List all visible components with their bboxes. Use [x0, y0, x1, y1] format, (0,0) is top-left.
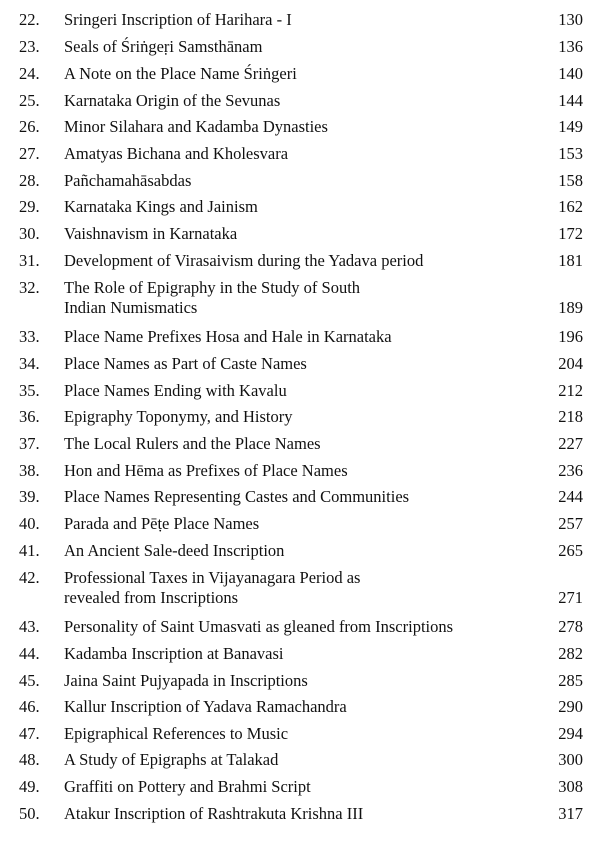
entry-title: Personality of Saint Umasvati as gleaned from Inscriptions	[64, 617, 454, 636]
entry-page-number: 204	[558, 354, 583, 373]
entry-title: Epigraphy Toponymy, and History	[64, 407, 293, 426]
entry-page-number: 265	[558, 541, 583, 560]
toc-entry	[0, 777, 600, 797]
entry-title: Amatyas Bichana and Kholesvara	[64, 144, 289, 163]
entry-title: Hon and Hēma as Prefixes of Place Names	[64, 461, 348, 480]
entry-title: Jaina Saint Pujyapada in Inscriptions	[64, 671, 308, 690]
entry-title: Epigraphical References to Music	[64, 724, 289, 743]
toc-entry	[0, 461, 600, 481]
entry-number: 24.	[19, 64, 40, 83]
entry-page-number: 136	[558, 37, 583, 56]
entry-title: Professional Taxes in Vijayanagara Period as revealed from Inscriptions	[64, 568, 361, 607]
toc-entry	[0, 37, 600, 57]
toc-entry	[0, 487, 600, 507]
toc-entry	[0, 381, 600, 401]
entry-page-number: 317	[558, 804, 583, 823]
entry-title: Minor Silahara and Kadamba Dynasties	[64, 117, 328, 136]
entry-page-number: 285	[558, 671, 583, 690]
entry-page-number: 290	[558, 697, 583, 716]
entry-number: 46.	[19, 697, 40, 716]
entry-page-number: 218	[558, 407, 583, 426]
entry-number: 37.	[19, 434, 40, 453]
entry-title: Development of Virasaivism during the Yadava period	[64, 251, 424, 270]
entry-title: Atakur Inscription of Rashtrakuta Krishna III	[64, 804, 364, 823]
entry-number: 49.	[19, 777, 40, 796]
toc-entry	[0, 671, 600, 691]
toc-entry	[0, 568, 600, 608]
entry-page-number: 140	[558, 64, 583, 83]
entry-title: Place Names as Part of Caste Names	[64, 354, 307, 373]
entry-page-number: 278	[558, 617, 583, 636]
entry-title: Parada and Pēṭe Place Names	[64, 514, 260, 533]
entry-title: Graffiti on Pottery and Brahmi Script	[64, 777, 311, 796]
entry-number: 26.	[19, 117, 40, 136]
toc-entry	[0, 197, 600, 217]
entry-title: Vaishnavism in Karnataka	[64, 224, 238, 243]
toc-entry	[0, 327, 600, 347]
entry-page-number: 257	[558, 514, 583, 533]
entry-title: The Role of Epigraphy in the Study of South Indian Numismatics	[64, 278, 361, 317]
entry-page-number: 244	[558, 487, 583, 506]
entry-title: Pañchamahāsabdas	[64, 171, 192, 190]
entry-number: 31.	[19, 251, 40, 270]
entry-number: 45.	[19, 671, 40, 690]
toc-entry	[0, 171, 600, 191]
entry-title: Karnataka Origin of the Sevunas	[64, 91, 281, 110]
entry-page-number: 162	[558, 197, 583, 216]
entry-page-number: 153	[558, 144, 583, 163]
toc-entry	[0, 514, 600, 534]
entry-title: Kallur Inscription of Yadava Ramachandra	[64, 697, 347, 716]
toc-entry	[0, 278, 600, 318]
entry-page-number: 308	[558, 777, 583, 796]
toc-entry	[0, 251, 600, 271]
entry-number: 29.	[19, 197, 40, 216]
toc-entry	[0, 10, 600, 30]
toc-entry	[0, 407, 600, 427]
toc-entry	[0, 644, 600, 664]
entry-page-number: 144	[558, 91, 583, 110]
toc-entry	[0, 617, 600, 637]
entry-page-number: 212	[558, 381, 583, 400]
entry-title: Sringeri Inscription of Harihara - I	[64, 10, 292, 29]
entry-number: 44.	[19, 644, 40, 663]
entry-title: A Study of Epigraphs at Talakad	[64, 750, 279, 769]
entry-number: 25.	[19, 91, 40, 110]
entry-number: 42.	[19, 568, 40, 587]
entry-number: 43.	[19, 617, 40, 636]
entry-number: 32.	[19, 278, 40, 297]
toc-entry	[0, 64, 600, 84]
toc-entry	[0, 117, 600, 137]
entry-page-number: 130	[558, 10, 583, 29]
entry-title: Karnataka Kings and Jainism	[64, 197, 258, 216]
entry-page-number: 158	[558, 171, 583, 190]
entry-number: 34.	[19, 354, 40, 373]
entry-page-number: 236	[558, 461, 583, 480]
toc-entry	[0, 804, 600, 824]
entry-number: 38.	[19, 461, 40, 480]
toc-entry	[0, 354, 600, 374]
entry-number: 39.	[19, 487, 40, 506]
entry-number: 35.	[19, 381, 40, 400]
toc-entry	[0, 224, 600, 244]
entry-number: 30.	[19, 224, 40, 243]
entry-number: 40.	[19, 514, 40, 533]
entry-page-number: 271	[558, 588, 583, 607]
entry-title: Kadamba Inscription at Banavasi	[64, 644, 284, 663]
entry-number: 47.	[19, 724, 40, 743]
toc-entry	[0, 750, 600, 770]
toc-entry	[0, 91, 600, 111]
entry-title: Place Names Representing Castes and Communities	[64, 487, 410, 506]
entry-page-number: 189	[558, 298, 583, 317]
entry-title: Place Name Prefixes Hosa and Hale in Karnataka	[64, 327, 392, 346]
toc-entry	[0, 724, 600, 744]
toc-entry	[0, 434, 600, 454]
entry-number: 48.	[19, 750, 40, 769]
entry-number: 23.	[19, 37, 40, 56]
entry-title: Seals of Śriṅgeṛi Samsthānam	[64, 37, 263, 56]
entry-page-number: 196	[558, 327, 583, 346]
entry-number: 27.	[19, 144, 40, 163]
entry-number: 36.	[19, 407, 40, 426]
entry-page-number: 282	[558, 644, 583, 663]
entry-title: An Ancient Sale-deed Inscription	[64, 541, 285, 560]
entry-title: Place Names Ending with Kavalu	[64, 381, 287, 400]
toc-entry	[0, 144, 600, 164]
entry-page-number: 149	[558, 117, 583, 136]
entry-number: 50.	[19, 804, 40, 823]
toc-entry	[0, 541, 600, 561]
entry-number: 33.	[19, 327, 40, 346]
entry-number: 41.	[19, 541, 40, 560]
entry-title: The Local Rulers and the Place Names	[64, 434, 321, 453]
entry-number: 22.	[19, 10, 40, 29]
entry-page-number: 294	[558, 724, 583, 743]
toc-entry	[0, 697, 600, 717]
entry-page-number: 300	[558, 750, 583, 769]
entry-page-number: 172	[558, 224, 583, 243]
entry-page-number: 227	[558, 434, 583, 453]
entry-page-number: 181	[558, 251, 583, 270]
entry-title: A Note on the Place Name Śriṅgeri	[64, 64, 297, 83]
entry-number: 28.	[19, 171, 40, 190]
